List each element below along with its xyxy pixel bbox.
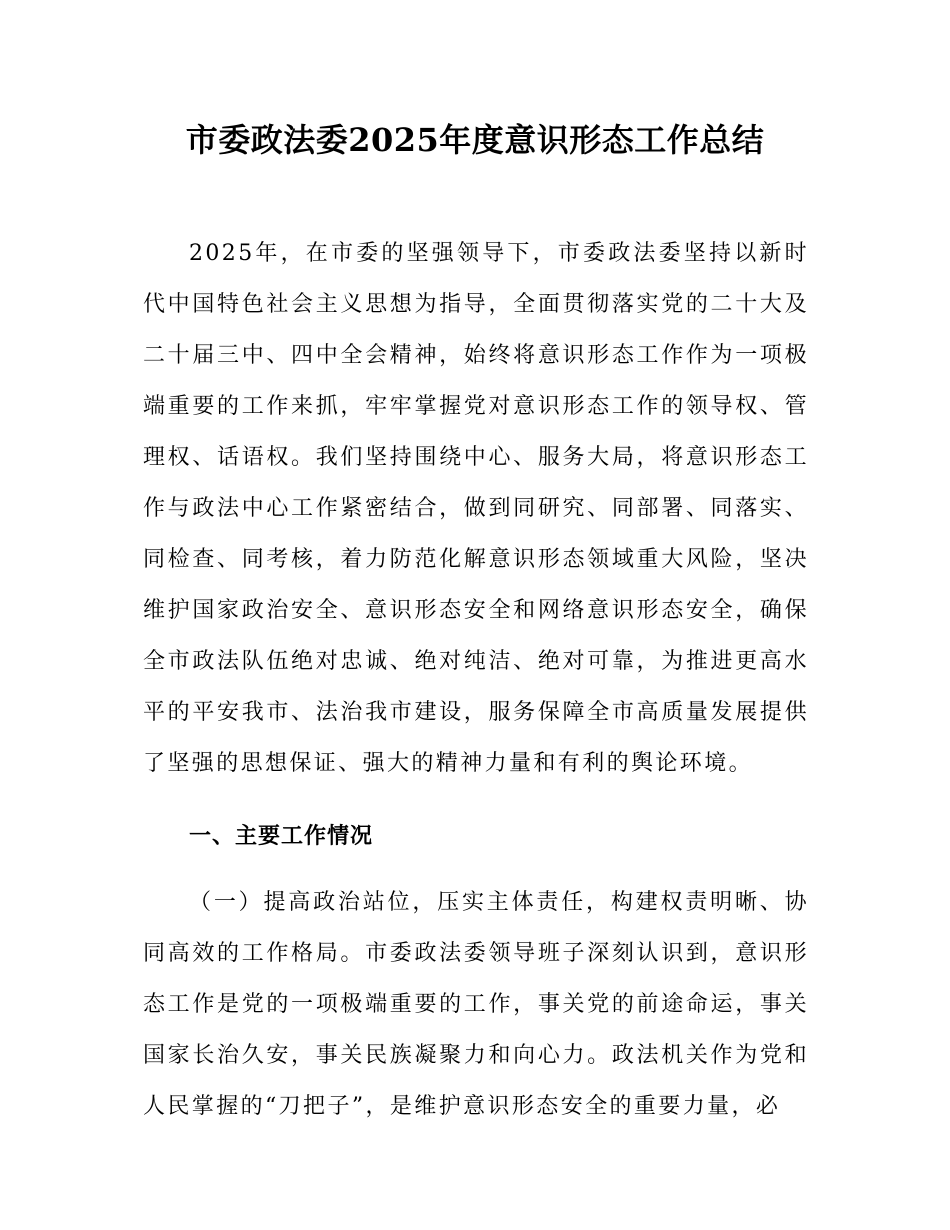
intro-paragraph: 2025年，在市委的坚强领导下，市委政法委坚持以新时代中国特色社会主义思想为指导，全面贯彻落实党的二十大及二十届三中、四中全会精神，始终将意识形态工作作为一项极端重要的工作来抓，牢牢掌握党对意识形态工作的领导权、管理权、话语权。我们坚持围绕中心、服务大局，将意识形态工作与政法中心工作紧密结合，做到同研究、同部署、同落实、同检查、同考核，着力防范化解意识形态领域重大风险，坚决维护国家政治安全、意识形态安全和网络意识形态安全，确保全市政法队伍绝对忠诚、绝对纯洁、绝对可靠，为推进更高水平的平安我市、法治我市建设，服务保障全市高质量发展提供了坚强的思想保证、强大的精神力量和有利的舆论环境。 (143, 241, 809, 776)
section-heading-main-work: 一、主要工作情况 (189, 824, 374, 849)
subsection-paragraph-1: （一）提高政治站位，压实主体责任，构建权责明晰、协同高效的工作格局。市委政法委领导班子深刻认识到，意识形态工作是党的一项极端重要的工作，事关党的前途命运，事关国家长治久安，事关民族凝聚力和向心力。政法机关作为党和人民掌握的“刀把子”，是维护意识形态安全的重要力量，必 (143, 890, 809, 1119)
document-title: 市委政法委2025年度意识形态工作总结 (185, 121, 765, 159)
